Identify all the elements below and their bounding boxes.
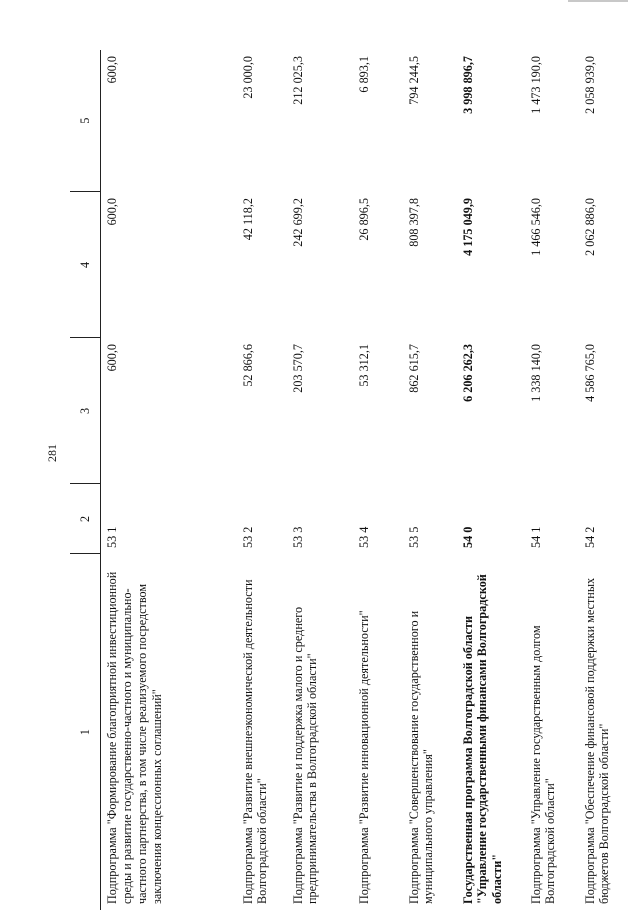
page-number: 281 (45, 444, 59, 462)
row-value-col4: 1 466 546,0 (528, 198, 543, 256)
row-name: Подпрограмма "Обеспечение финансовой поддержки местных бюджетов Волгоградской области" (582, 577, 612, 904)
row-value-col3: 1 338 140,0 (528, 344, 543, 402)
row-value-col5: 600,0 (105, 56, 119, 84)
row-value-col3: 53 312,1 (356, 344, 371, 387)
budget-table (70, 50, 615, 910)
row-value-col5: 1 473 190,0 (528, 56, 543, 114)
header-col-5: 5 (70, 50, 101, 192)
row-name: Подпрограмма "Совершенствование государственного и муниципального управления" (406, 610, 436, 904)
row-value-col4: 808 397,8 (406, 198, 421, 247)
row-code: 54 2 (582, 526, 597, 548)
table-row (403, 50, 457, 910)
header-col-3: 3 (70, 338, 101, 484)
row-code: 53 3 (290, 526, 305, 548)
table-row (101, 50, 237, 910)
rotated-table-container (70, 50, 610, 910)
scan-artifact (568, 0, 628, 2)
row-name: Подпрограмма "Развитие и поддержка малого и среднего предпринимательства в Волгоградской области" (290, 606, 320, 904)
row-value-col5: 794 244,5 (406, 56, 421, 105)
row-code: 54 1 (528, 526, 543, 548)
table-row (353, 50, 403, 910)
table-row (287, 50, 353, 910)
row-code: 53 4 (356, 526, 371, 548)
row-value-col3: 6 206 262,3 (460, 344, 475, 402)
row-value-col4: 26 896,5 (356, 198, 371, 241)
row-code: 54 0 (460, 526, 475, 548)
row-name: Подпрограмма "Развитие инновационной деятельности" (356, 610, 371, 904)
row-code: 53 5 (406, 526, 421, 548)
row-value-col5: 3 998 896,7 (460, 56, 475, 114)
header-col-4: 4 (70, 192, 101, 338)
row-value-col4: 600,0 (105, 198, 119, 226)
row-value-col4: 42 118,2 (240, 198, 255, 241)
row-value-col3: 862 615,7 (406, 344, 421, 393)
row-name: Государственная программа Волгоградской области "Управление государственными финансами Волгоградской области" (460, 574, 505, 904)
row-code: 53 2 (240, 526, 255, 548)
row-value-col3: 52 866,6 (240, 344, 255, 387)
row-value-col5: 212 025,3 (290, 56, 305, 105)
table-row (525, 50, 579, 910)
row-value-col5: 6 893,1 (356, 56, 371, 93)
header-col-1: 1 (70, 554, 101, 910)
table-row (237, 50, 287, 910)
row-value-col4: 4 175 049,9 (460, 198, 475, 256)
row-name: Подпрограмма "Формирование благоприятной инвестиционной среды и развитие государственно-частного и муниципально-частного партнерства, в том числе реализуемого посредством заключения концессионных соглашений" (105, 571, 164, 904)
header-col-2: 2 (70, 484, 101, 554)
row-value-col3: 600,0 (105, 344, 119, 372)
table-row (579, 50, 616, 910)
row-value-col3: 4 586 765,0 (582, 344, 597, 402)
row-code: 53 1 (105, 526, 119, 548)
row-value-col4: 242 699,2 (290, 198, 305, 247)
row-value-col3: 203 570,7 (290, 344, 305, 393)
table-row-total (457, 50, 525, 910)
table-header-row (70, 50, 101, 910)
row-name: Подпрограмма "Управление государственным долгом Волгоградской области" (528, 625, 558, 904)
row-value-col5: 23 000,0 (240, 56, 255, 99)
row-value-col4: 2 062 886,0 (582, 198, 597, 256)
row-name: Подпрограмма "Развитие внешнеэкономической деятельности Волгоградской области" (240, 579, 270, 904)
row-value-col5: 2 058 939,0 (582, 56, 597, 114)
